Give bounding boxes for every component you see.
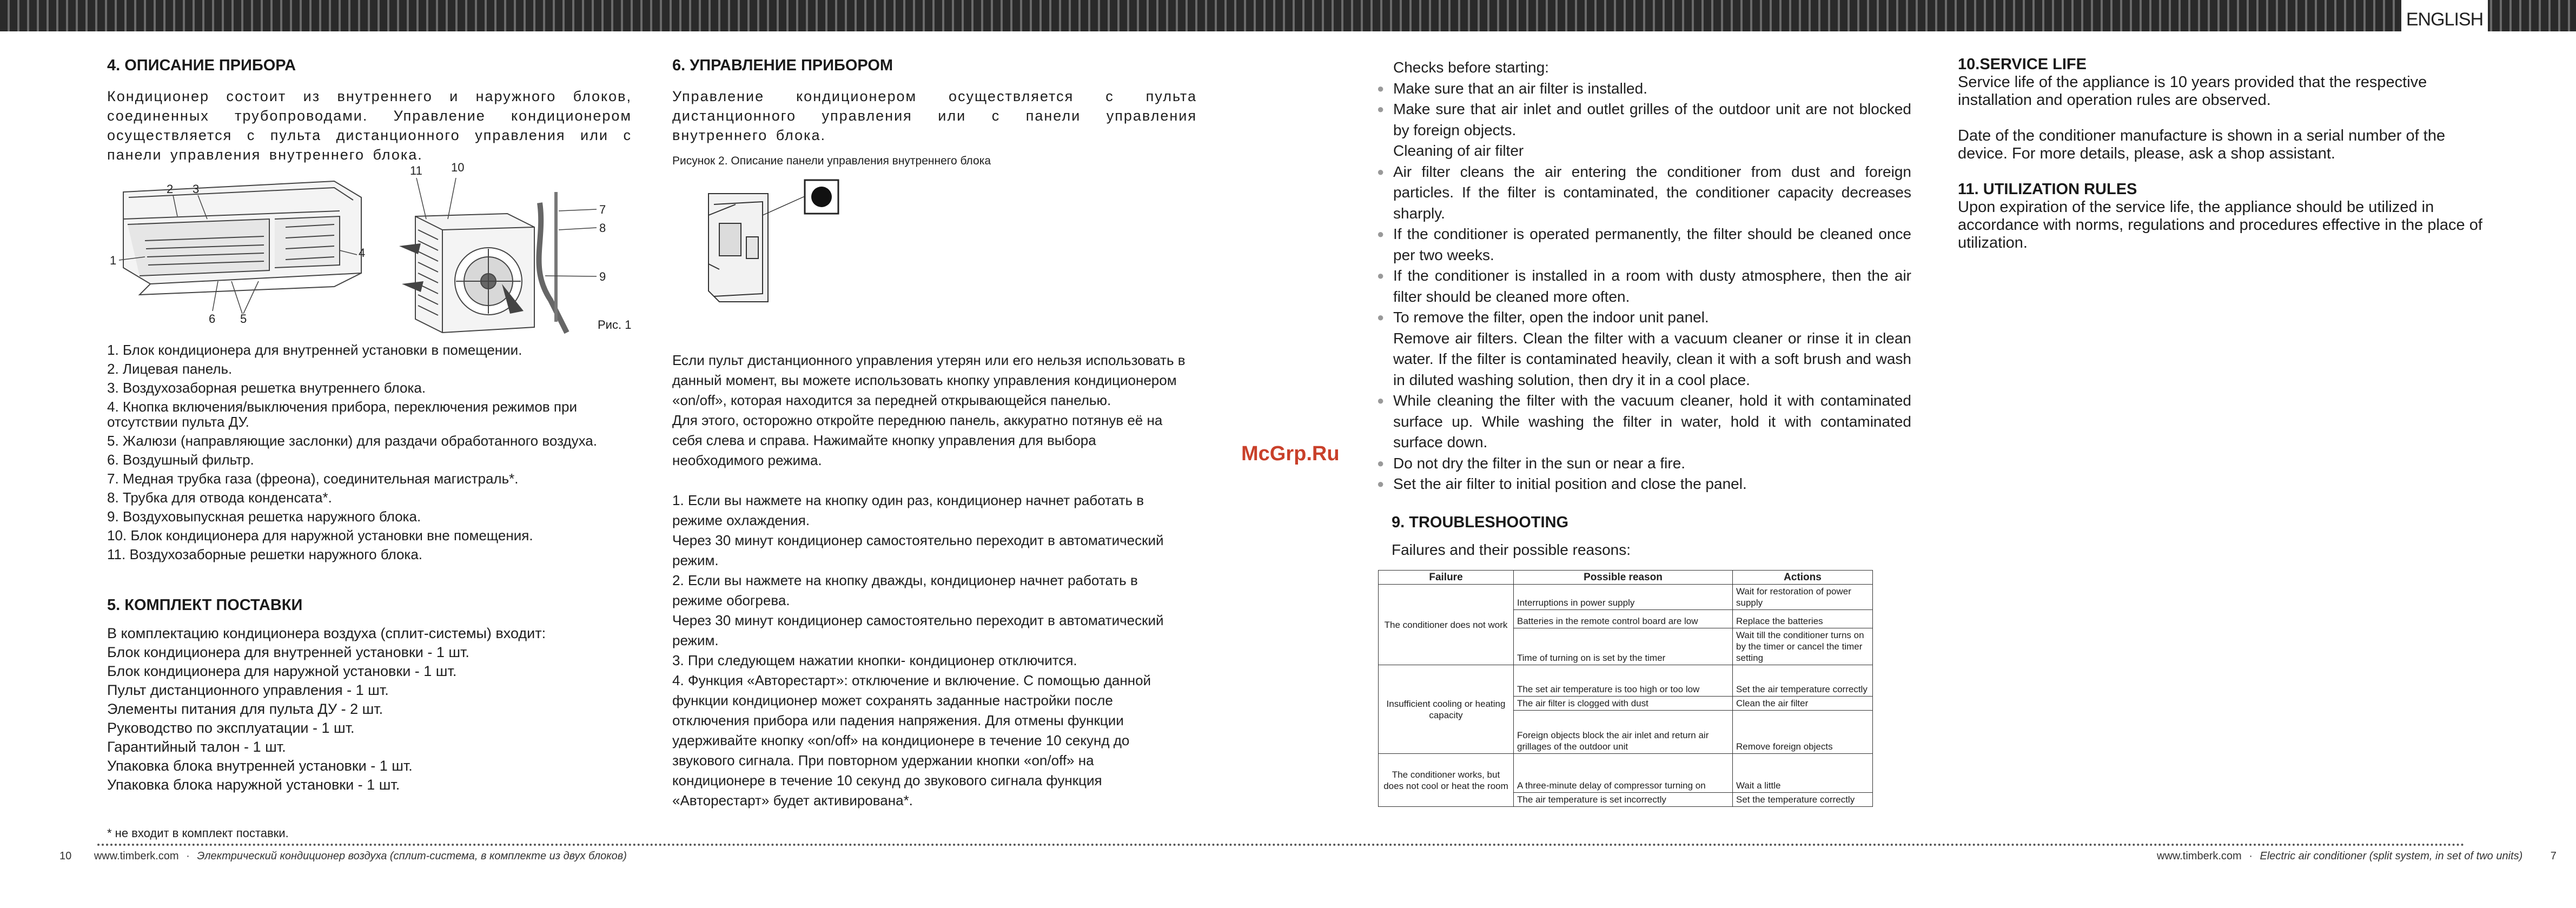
figure-1-diagram <box>107 160 643 338</box>
section-4-title: 4. ОПИСАНИЕ ПРИБОРА <box>107 57 296 74</box>
troubleshooting-table <box>1378 570 1873 807</box>
bullet-icon: ● <box>1377 164 1385 178</box>
bullet-icon: ● <box>1377 102 1385 116</box>
table-cell: Foreign objects block the air inlet and return air grillages of the outdoor unit <box>1514 711 1733 754</box>
section-10-text: Service life of the appliance is 10 years provided that the respective installation and operation rules are observed. <box>1958 74 2427 109</box>
table-header-row <box>1379 571 1873 585</box>
footer-description: Электрический кондиционер воздуха (сплит-система, в комплекте из двух блоков) <box>197 850 627 862</box>
maintenance-section <box>1377 57 1911 495</box>
table-cell: Set the air temperature correctly <box>1733 665 1873 697</box>
top-stripe-band <box>0 0 2576 31</box>
bullet-icon: ● <box>1377 477 1385 491</box>
footer-description: Electric air conditioner (split system, in set of two units) <box>2260 850 2523 862</box>
list-item: 1. Блок кондиционера для внутренней установки в помещении. <box>107 342 522 358</box>
list-item: Упаковка блока внутренней установки - 1 шт. <box>107 758 413 774</box>
bullet-icon: ● <box>1377 269 1385 282</box>
language-tab: ENGLISH <box>2401 0 2488 35</box>
section-10-title: 10.SERVICE LIFE <box>1958 56 2087 73</box>
table-cell: The air filter is clogged with dust <box>1514 697 1733 711</box>
table-cell: Replace the batteries <box>1733 610 1873 628</box>
paragraph: Через 30 минут кондиционер самостоятельно переходит в автоматический режим. <box>672 532 1164 568</box>
list-item: 6. Воздушный фильтр. <box>107 452 254 468</box>
bullet-item: ● If the conditioner is operated permanently, the filter should be cleaned once per two weeks. <box>1377 224 1911 266</box>
bullet-icon: ● <box>1377 81 1385 95</box>
section-4 <box>107 57 632 164</box>
table-header: Actions <box>1733 571 1873 585</box>
page-number-right: 7 <box>2550 850 2557 862</box>
watermark: McGrp.Ru <box>1241 442 1340 465</box>
bullet-item: ● If the conditioner is installed in a room with dusty atmosphere, then the air filter should be cleaned more often. <box>1377 266 1911 307</box>
bullet-item: ● Make sure that an air filter is installed. <box>1377 78 1911 100</box>
figure-2-caption: Рисунок 2. Описание панели управления внутреннего блока <box>672 155 991 167</box>
section-9-title: 9. TROUBLESHOOTING <box>1392 514 1569 531</box>
fig-label-1: 1 <box>110 254 117 267</box>
section-5 <box>107 597 637 794</box>
fig-label-11: 11 <box>410 164 422 177</box>
section-6-text: Управление кондиционером осуществляется с пульта дистанционного управления или с панели управления внутреннего блока. <box>672 88 1197 143</box>
paragraph: 4. Функция «Авторестарт»: отключение и включение. С помощью данной функции кондиционер может сохранять заданные настройки после отключения прибора или падения напряжения. Для отмены функции удерживайте кнопку «on/off» на кондиционере в течение 10 секунд до звукового сигнала. При повторном удержании кнопки «on/off» на кондиционере в течение 10 секунд до звукового сигнала функция «Авторестарт» будет активирована*. <box>672 672 1151 808</box>
bullet-icon: ● <box>1377 456 1385 470</box>
table-row <box>1379 585 1873 610</box>
section-9 <box>1392 514 1878 559</box>
remote-instructions <box>672 350 1186 811</box>
list-item: Упаковка блока наружной установки - 1 шт. <box>107 777 400 793</box>
bullet-item: ● Air filter cleans the air entering the conditioner from dust and foreign particles. If the filter is contaminated, the conditioner capacity decreases sharply. <box>1377 162 1911 224</box>
section-11-text: Upon expiration of the service life, the appliance should be utilized in accordance with norms, regulations and procedures effective in the place of utilization. <box>1958 198 2482 251</box>
list-item: В комплектацию кондиционера воздуха (сплит-системы) входит: <box>107 625 546 641</box>
fig-label-2: 2 <box>167 182 174 196</box>
bullet-icon: ● <box>1377 227 1385 241</box>
filter-instructions: Remove air filters. Clean the filter with a vacuum cleaner or rinse it in clean water. If the filter is contaminated heavily, clean it with a soft brush and wash in diluted washing solution, then dry it in a cool place. <box>1393 329 1911 388</box>
table-cell: A three-minute delay of compressor turning on <box>1514 754 1733 793</box>
paragraph: Если пульт дистанционного управления утерян или его нельзя использовать в данный момент, вы можете использовать кнопку управления кондиционером «on/off», которая находится за передней открывающейся панелью. <box>672 352 1186 408</box>
table-cell: Wait a little <box>1733 754 1873 793</box>
list-item: 4. Кнопка включения/выключения прибора, переключения режимов при отсутствии пульта ДУ. <box>107 399 577 430</box>
table-row <box>1379 754 1873 793</box>
table-cell: The conditioner works, but does not cool or heat the room <box>1379 754 1514 807</box>
indoor-unit-drawing <box>123 181 361 295</box>
bullet-item: ● Set the air filter to initial position and close the panel. <box>1377 474 1911 495</box>
table-cell: The set air temperature is too high or too low <box>1514 665 1733 697</box>
paragraph: Для этого, осторожно откройте переднюю панель, аккуратно потянув её на себя слева и справа. Нажимайте кнопку управления для выбора необходимого режима. <box>672 412 1163 468</box>
fig-label-10: 10 <box>451 161 465 174</box>
fig-label-3: 3 <box>193 182 200 196</box>
parts-list <box>107 341 637 564</box>
section-11-title: 11. UTILIZATION RULES <box>1958 181 2137 198</box>
footer-right <box>2157 850 2557 863</box>
paragraph: 3. При следующем нажатии кнопки- кондиционер отключится. <box>672 652 1077 668</box>
fig-label-5: 5 <box>240 312 247 326</box>
table-cell: Set the temperature correctly <box>1733 793 1873 807</box>
section-4-text: Кондиционер состоит из внутреннего и наружного блоков, соединенных трубопроводами. Управление кондиционером осуществляется с пульта дистанционного управления или с панели управления внутреннего блока. <box>107 88 632 163</box>
list-item: 11. Воздухозаборные решетки наружного блока. <box>107 546 423 562</box>
bullet-item: ● While cleaning the filter with the vacuum cleaner, hold it with contaminated surface up. While washing the filter in water, hold it with contaminated surface down. <box>1377 390 1911 453</box>
figure-1-caption: Рис. 1 <box>598 318 632 332</box>
list-item: Элементы питания для пульта ДУ - 2 шт. <box>107 701 383 717</box>
bullet-icon: ● <box>1377 310 1385 324</box>
control-panel-figure <box>703 172 855 313</box>
paragraph: 1. Если вы нажмете на кнопку один раз, кондиционер начнет работать в режиме охлаждения. <box>672 492 1144 528</box>
fig-label-4: 4 <box>359 246 366 260</box>
fig-label-7: 7 <box>599 203 606 216</box>
outdoor-unit-drawing <box>415 192 567 333</box>
footer-separator: · <box>2249 850 2253 862</box>
list-item: 10. Блок кондиционера для наружной установки вне помещения. <box>107 527 533 544</box>
section-5-title: 5. КОМПЛЕКТ ПОСТАВКИ <box>107 597 303 614</box>
fig-label-6: 6 <box>209 312 216 326</box>
section-6 <box>672 57 1197 168</box>
footer-site-link[interactable]: www.timberk.com <box>94 850 179 862</box>
bullet-item: ● Make sure that air inlet and outlet grilles of the outdoor unit are not blocked by foreign objects. <box>1377 99 1911 141</box>
footer-left <box>59 850 627 863</box>
table-row <box>1379 665 1873 697</box>
list-item: 8. Трубка для отвода конденсата*. <box>107 489 332 506</box>
table-cell: Interruptions in power supply <box>1514 585 1733 610</box>
cleaning-title: Cleaning of air filter <box>1393 142 1524 159</box>
on-off-button-icon <box>811 187 832 207</box>
checks-title: Checks before starting: <box>1393 59 1549 76</box>
list-item: Пульт дистанционного управления - 1 шт. <box>107 682 389 698</box>
table-cell: Wait till the conditioner turns on by the timer or cancel the timer setting <box>1733 628 1873 665</box>
bullet-item: ● Do not dry the filter in the sun or near a fire. <box>1377 453 1911 474</box>
sections-10-11 <box>1958 56 2499 252</box>
list-item: Руководство по эксплуатации - 1 шт. <box>107 720 355 736</box>
list-item: 5. Жалюзи (направляющие заслонки) для раздачи обработанного воздуха. <box>107 433 597 449</box>
section-6-title: 6. УПРАВЛЕНИЕ ПРИБОРОМ <box>672 57 893 74</box>
footnote: * не входит в комплект поставки. <box>107 826 289 840</box>
bullet-icon: ● <box>1377 394 1385 407</box>
table-header: Possible reason <box>1514 571 1733 585</box>
page-number-left: 10 <box>59 850 72 862</box>
fig-label-8: 8 <box>599 221 606 235</box>
table-cell: Wait for restoration of power supply <box>1733 585 1873 610</box>
table-cell: Insufficient cooling or heating capacity <box>1379 665 1514 754</box>
table-cell: The air temperature is set incorrectly <box>1514 793 1733 807</box>
table-cell: Time of turning on is set by the timer <box>1514 628 1733 665</box>
list-item: 7. Медная трубка газа (фреона), соединительная магистраль*. <box>107 470 519 487</box>
list-item: Блок кондиционера для наружной установки - 1 шт. <box>107 663 457 679</box>
footer-divider <box>97 844 2466 846</box>
table-cell: Clean the air filter <box>1733 697 1873 711</box>
list-item: Блок кондиционера для внутренней установки - 1 шт. <box>107 644 469 660</box>
footer-site-link[interactable]: www.timberk.com <box>2157 850 2242 862</box>
table-cell: The conditioner does not work <box>1379 585 1514 665</box>
list-item: Гарантийный талон - 1 шт. <box>107 739 286 755</box>
section-9-subtitle: Failures and their possible reasons: <box>1392 541 1631 558</box>
table-header: Failure <box>1379 571 1514 585</box>
table-cell: Remove foreign objects <box>1733 711 1873 754</box>
bullet-item: ● To remove the filter, open the indoor unit panel. <box>1377 307 1911 328</box>
section-10-text-2: Date of the conditioner manufacture is shown in a serial number of the device. For more details, please, ask a shop assistant. <box>1958 127 2446 162</box>
paragraph: 2. Если вы нажмете на кнопку дважды, кондиционер начнет работать в режиме обогрева. <box>672 572 1138 608</box>
fig-label-9: 9 <box>599 270 606 283</box>
table-cell: Batteries in the remote control board are low <box>1514 610 1733 628</box>
footer-separator: · <box>186 850 190 862</box>
list-item: 3. Воздухозаборная решетка внутреннего блока. <box>107 380 426 396</box>
list-item: 9. Воздуховыпускная решетка наружного блока. <box>107 508 421 525</box>
list-item: 2. Лицевая панель. <box>107 361 233 377</box>
paragraph: Через 30 минут кондиционер самостоятельно переходит в автоматический режим. <box>672 612 1164 648</box>
